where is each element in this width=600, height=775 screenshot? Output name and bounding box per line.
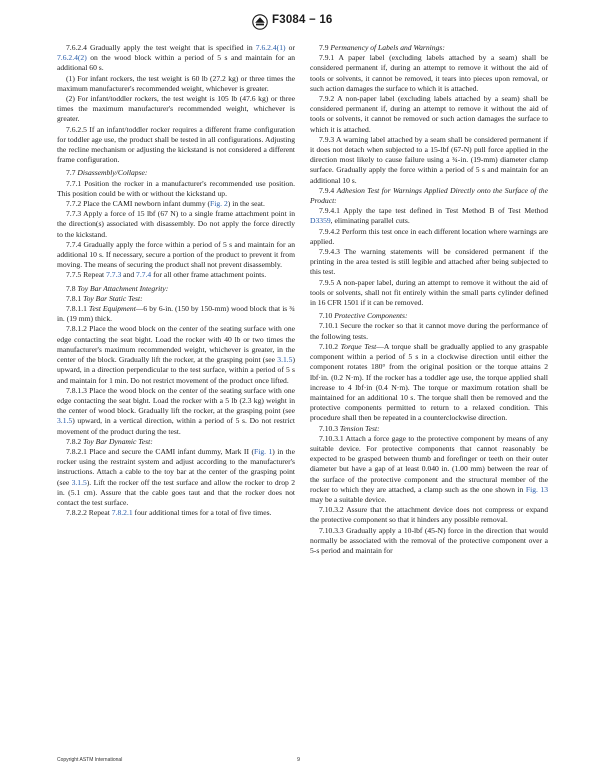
- paragraph-toddler-weight: (2) For infant/toddler rockers, the test weight is 105 lb (47.6 kg) or three times the maximum manufacturer's recommended weight, whichever is greater.: [57, 94, 295, 124]
- heading-7-8-2: 7.8.2 Toy Bar Dynamic Test:: [66, 436, 153, 446]
- paragraph-7-7-2: 7.7.2 Place the CAMI newborn infant dummy (Fig. 2) in the seat.: [66, 199, 265, 209]
- copyright-notice: Copyright ASTM International: [57, 757, 123, 763]
- ref-fig-13[interactable]: Fig. 13: [525, 484, 548, 494]
- paragraph-7-9-2: 7.9.2 A non-paper label (excluding labels attached by a seam) shall be considered permanent if, during an attempt to remove it without the aid of tools or solvents, it cannot be removed or such action damages the surface to which it is attached.: [310, 94, 548, 134]
- paragraph-7-8-1-3: 7.8.1.3 Place the wood block on the center of the seating surface with one edge contacting the seat bight. Load the rocker with a 5 lb (2.3 kg) weight in the center of wood block. Gradually lift the rocker, at the grasping point (see 3.1.5) upward, in a vertical direction, within a period of 5 s. Do not restrict movement of the product during the test.: [57, 385, 295, 436]
- document-designation: F3084 − 16: [272, 14, 333, 26]
- heading-7-7: 7.7 Disassembly/Collapse:: [66, 168, 148, 178]
- heading-7-8: 7.8 Toy Bar Attachment Integrity:: [66, 283, 169, 293]
- paragraph-7-7-1: 7.7.1 Position the rocker in a manufacturer's recommended use position. This position could be with or without the kickstand up.: [57, 178, 295, 198]
- right-column: [310, 43, 548, 556]
- ref-7-7-3[interactable]: 7.7.3: [106, 270, 122, 280]
- paragraph-7-9-4-2: 7.9.4.2 Perform this test once in each different location where warnings are applied.: [310, 226, 548, 246]
- paragraph-7-8-2-2: 7.8.2.2 Repeat 7.8.2.1 four additional times for a total of five times.: [66, 508, 272, 518]
- ref-fig-1[interactable]: Fig. 1: [253, 446, 273, 456]
- left-column: [57, 43, 295, 518]
- paragraph-7-6-2-4: 7.6.2.4 Gradually apply the test weight that is specified in 7.6.2.4(1) or 7.6.2.4(2) on the wood block within a period of 5 s and maintain for an additional 60 s.: [57, 43, 295, 73]
- paragraph-7-9-3: 7.9.3 A warning label attached by a seam shall be considered permanent if it does not detach when subjected to a 15-lbf (67-N) pull force applied in the direction most likely to cause failure using a ¾-in. (19-mm) diameter clamp surface. Gradually apply the force within a period of 5 s and maintain for an additional 10 s.: [310, 134, 548, 185]
- paragraph-infant-weight: (1) For infant rockers, the test weight is 60 lb (27.2 kg) or three times the maximum manufacturer's recommended weight, whichever is greater.: [57, 73, 295, 93]
- paragraph-7-8-1-2: 7.8.1.2 Place the wood block on the center of the seating surface with one edge contacting the seat bight. Load the rocker with 40 lb or two times the manufacturer's maximum recommended weight, whichever is greater, in the center of the block. Gradually lift the rocker, at the grasping point (see 3.1.5) upward, in a direction perpendicular to the test surface, within a period of 5 s and maintain for 1 min. Do not restrict movement of the product once lifted.: [57, 324, 295, 385]
- paragraph-7-9-4-1: 7.9.4.1 Apply the tape test defined in Test Method B of Test Method D3359, eliminating parallel cuts.: [310, 206, 548, 226]
- paragraph-7-10-3-2: 7.10.3.2 Assure that the attachment device does not compress or expand the protective component so that it hinders any possible removal.: [310, 505, 548, 525]
- paragraph-7-6-2-5: 7.6.2.5 If an infant/toddler rocker requires a different frame configuration for toddler age use, the product shall be tested in all configurations. Adjusting the recline mechanism or adjusting the kickstand is not considered a different frame configuration.: [57, 124, 295, 165]
- paragraph-7-9-4-3: 7.9.4.3 The warning statements will be considered permanent if the printing in the area tested is still legible and attached after being subjected to this test.: [310, 247, 548, 277]
- paragraph-7-7-4: 7.7.4 Gradually apply the force within a period of 5 s and maintain for an additional 10 s. If necessary, secure a portion of the product to prevent it from moving. The means of securing the product shall not prevent disassembly.: [57, 239, 295, 270]
- page-header: [0, 12, 600, 32]
- heading-7-10-3: 7.10.3 Tension Test:: [319, 423, 380, 433]
- paragraph-7-8-1-1: 7.8.1.1 Test Equipment—6 by 6-in. (150 by 150-mm) wood block that is ¾ in. (19 mm) thick.: [57, 304, 295, 324]
- ref-fig-2[interactable]: Fig. 2: [210, 199, 228, 209]
- paragraph-7-10-3-3: 7.10.3.3 Gradually apply a 10-lbf (45-N) force in the direction that would normally be associated with the removal of the protective component over a 5-s period and maintain for: [310, 525, 548, 555]
- heading-7-9: 7.9 Permanency of Labels and Warnings:: [319, 43, 445, 52]
- paragraph-7-10-1: 7.10.1 Secure the rocker so that it cannot move during the performance of the following tests.: [310, 321, 548, 341]
- ref-7-6-2-4-2[interactable]: 7.6.2.4(2): [57, 53, 87, 63]
- heading-7-10: 7.10 Protective Components:: [319, 311, 408, 321]
- heading-7-9-4: 7.9.4 Adhesion Test for Warnings Applied Directly onto the Surface of the Product:: [310, 185, 548, 206]
- ref-3-1-5-a[interactable]: 3.1.5: [277, 355, 293, 365]
- ref-3-1-5-c[interactable]: 3.1.5: [71, 477, 87, 487]
- paragraph-7-10-3-1: 7.10.3.1 Attach a force gage to the protective component by means of any suitable device. For protective components that cannot reasonably be expected to be grasped between thumb and forefinger or teeth on their outer diameter but have a gap of at least 0.040 in. (1.00 mm) between the rear of the surface of the protective component and the structural member of the rocker to which they are attached, a clamp such as the one shown in Fig. 13 may be a suitable device.: [310, 433, 548, 504]
- paragraph-7-9-1: 7.9.1 A paper label (excluding labels attached by a seam) shall be considered permanent if, during an attempt to remove it without the aid of tools or solvents, it cannot be removed, it tears into pieces upon removal, or such action damages the surface to which it is attached.: [310, 53, 548, 93]
- paragraph-7-7-3: 7.7.3 Apply a force of 15 lbf (67 N) to a single frame attachment point in the direction(s) associated with disassembly. Do not apply the force directly to the kickstand.: [57, 209, 295, 239]
- ref-3-1-5-b[interactable]: 3.1.5: [57, 416, 73, 426]
- paragraph-7-8-2-1: 7.8.2.1 Place and secure the CAMI infant dummy, Mark II (Fig. 1) in the rocker using the restraint system and adjust according to the manufacturer's instructions. Attach a cable to the toy bar at the center of the grasping point (see 3.1.5). Lift the rocker off the test surface and allow the rocker to drop 2 in. (5.1 cm). Assure that the cable goes taut and that the rocker does not contact the test surface.: [57, 446, 295, 507]
- astm-logo-icon: [252, 14, 268, 30]
- heading-7-8-1: 7.8.1 Toy Bar Static Test:: [66, 293, 143, 303]
- paragraph-7-9-5: 7.9.5 A non-paper label, during an attempt to remove it without the aid of tools or solvents, shall not fit entirely within the small parts cylinder defined in 16 CFR 1501 if it can be removed.: [310, 277, 548, 308]
- ref-7-8-2-1[interactable]: 7.8.2.1: [111, 508, 133, 518]
- paragraph-7-10-2: 7.10.2 Torque Test—A torque shall be gradually applied to any graspable component within a period of 5 s in a clockwise direction until either the component rotates 180° from the original position or the torque attains 2 lbf·in. (0.2 N·m). If the rocker has a toddler age use, the torque applied shall increase to 4 lbf·in (0.4 N·m). The torque or maximum rotation shall be maintained for an additional 10 s. The torque shall then be removed and the protective components permitted to return to a relaxed condition. This procedure shall then be repeated in a counterclockwise direction.: [310, 341, 548, 423]
- ref-7-6-2-4-1[interactable]: 7.6.2.4(1): [255, 43, 286, 52]
- paragraph-7-7-5: 7.7.5 Repeat 7.7.3 and 7.7.4 for all other frame attachment points.: [66, 270, 267, 280]
- ref-d3359[interactable]: D3359: [310, 216, 331, 226]
- page-number: 9: [297, 757, 301, 763]
- ref-7-7-4[interactable]: 7.7.4: [136, 270, 152, 280]
